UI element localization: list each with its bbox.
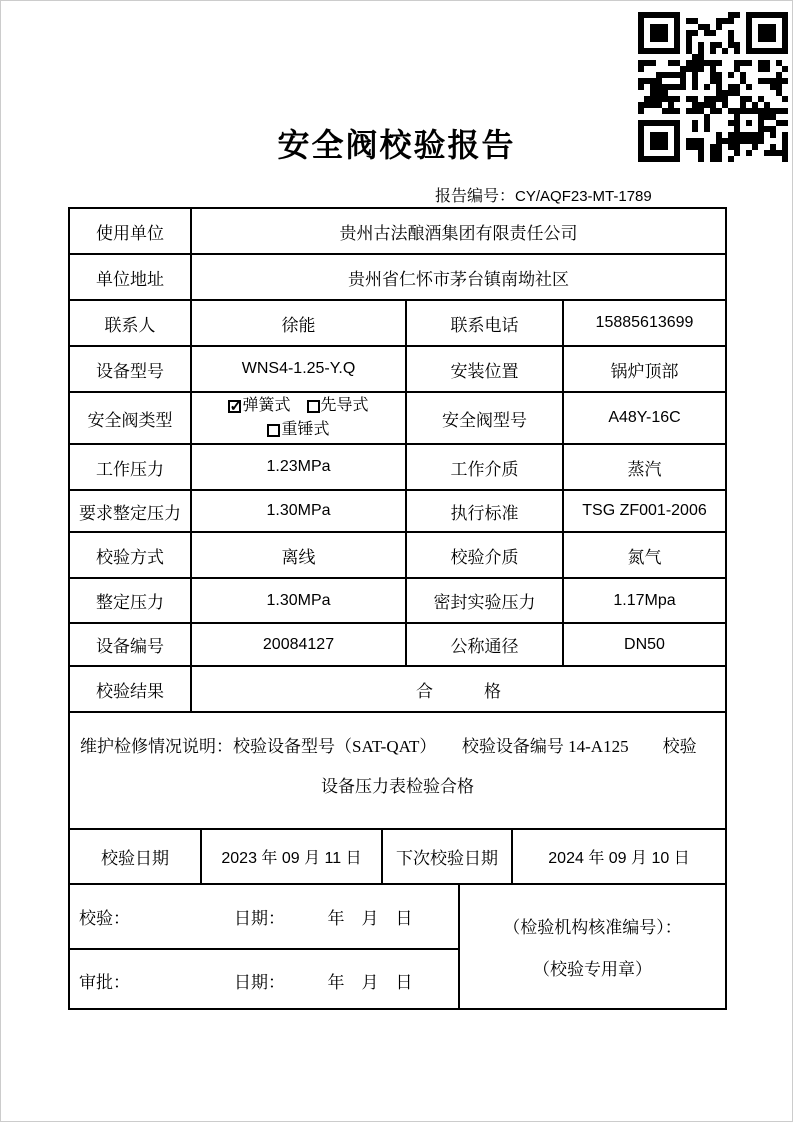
- table-row-set-pressure: [70, 577, 725, 622]
- maintenance-note: [70, 713, 725, 828]
- report-number-value: CY/AQF23-MT-1789: [515, 188, 652, 205]
- agency-approval-number: （检验机构核准编号）：: [503, 918, 682, 937]
- use-unit-value: 贵州古法酿酒集团有限责任公司: [190, 209, 725, 253]
- device-model-value: WNS4-1.25-Y.Q: [190, 347, 405, 391]
- set-pressure-label: 整定压力: [96, 593, 164, 612]
- calibration-method-value: 离线: [190, 533, 405, 577]
- valve-type-option-label: 弹簧式: [242, 397, 291, 414]
- required-set-pressure-label: 要求整定压力: [79, 503, 181, 523]
- use-unit-label: 使用单位: [96, 223, 164, 243]
- report-number: [435, 183, 652, 206]
- table-row-use-unit: [70, 209, 725, 253]
- valve-type-label: 安全阀类型: [87, 410, 173, 430]
- seal-test-pressure-label: 密封实验压力: [405, 579, 562, 622]
- calibration-date-value: 2023 年 09 月 11 日: [200, 830, 381, 883]
- calibration-method-label: 校验方式: [96, 547, 164, 567]
- valve-model-value: A48Y-16C: [562, 393, 725, 443]
- nominal-diameter-value: DN50: [562, 624, 725, 665]
- valve-type-options-line1: [228, 394, 368, 418]
- valve-type-option-label: 重锤式: [281, 421, 330, 438]
- checkbox-icon: [307, 400, 320, 413]
- valve-type-options: [190, 393, 405, 443]
- table-row-device-model: [70, 345, 725, 391]
- calibration-medium-value: 氮气: [562, 533, 725, 577]
- contact-phone-label: 联系电话: [405, 301, 562, 345]
- device-model-label: 设备型号: [96, 361, 164, 381]
- maintenance-note-line2: 设备压力表检验合格: [321, 777, 474, 796]
- contact-value: 徐能: [190, 301, 405, 345]
- required-set-pressure-value: 1.30MPa: [190, 491, 405, 531]
- table-row-calibration-date: [70, 828, 725, 883]
- contact-label: 联系人: [104, 315, 156, 335]
- unit-address-label: 单位地址: [96, 269, 164, 289]
- signature-calibration-row: [70, 885, 458, 948]
- report-number-label: 报告编号：: [435, 188, 516, 205]
- set-pressure-value: 1.30MPa: [190, 579, 405, 622]
- signature-approval-date: 日期： 年 月 日: [234, 972, 413, 992]
- agency-stamp-label: （校验专用章）: [533, 960, 652, 979]
- table-row-contact: [70, 299, 725, 345]
- device-no-label: 设备编号: [96, 637, 164, 656]
- checkbox-checked-icon: [228, 400, 241, 413]
- table-row-signatures: [70, 883, 725, 1008]
- calibration-date-label: 校验日期: [101, 849, 169, 868]
- table-row-unit-address: [70, 253, 725, 299]
- install-position-value: 锅炉顶部: [562, 347, 725, 391]
- device-no-value: 20084127: [190, 624, 405, 665]
- next-calibration-date-label: 下次校验日期: [381, 830, 511, 883]
- seal-test-pressure-value: 1.17Mpa: [562, 579, 725, 622]
- signature-approval-row: [70, 948, 458, 1008]
- page-title: 安全阀校验报告: [277, 127, 516, 163]
- table-row-working-pressure: [70, 443, 725, 489]
- table-row-valve-type: [70, 391, 725, 443]
- signature-calibration-date: 日期： 年 月 日: [234, 909, 413, 928]
- valve-model-label: 安全阀型号: [405, 393, 562, 443]
- standard-value: TSG ZF001-2006: [562, 491, 725, 531]
- signature-left-block: [70, 885, 458, 1008]
- working-medium-label: 工作介质: [405, 445, 562, 489]
- nominal-diameter-label: 公称通径: [405, 624, 562, 665]
- valve-type-option-label: 先导式: [320, 397, 369, 414]
- working-medium-value: 蒸汽: [562, 445, 725, 489]
- valve-type-options-line2: [267, 418, 329, 442]
- working-pressure-label: 工作压力: [96, 459, 164, 479]
- table-row-calibration-method: [70, 531, 725, 577]
- table-row-maintenance-note: [70, 711, 725, 828]
- result-label: 校验结果: [96, 681, 164, 701]
- contact-phone-value: 15885613699: [562, 301, 725, 345]
- report-table: [68, 207, 727, 1010]
- table-row-required-set-pressure: [70, 489, 725, 531]
- calibration-medium-label: 校验介质: [405, 533, 562, 577]
- maintenance-note-line1: 维护检修情况说明：校验设备型号（SAT-QAT） 校验设备编号 14-A125 校验: [80, 737, 697, 756]
- standard-label: 执行标准: [405, 491, 562, 531]
- table-row-result: [70, 665, 725, 711]
- checkbox-icon: [267, 424, 280, 437]
- install-position-label: 安装位置: [405, 347, 562, 391]
- agency-stamp-cell: [458, 885, 725, 1008]
- working-pressure-value: 1.23MPa: [190, 445, 405, 489]
- result-value: 合 格: [190, 667, 725, 711]
- signature-calibration-label: 校验：: [79, 909, 130, 928]
- signature-approval-label: 审批：: [79, 972, 130, 992]
- unit-address-value: 贵州省仁怀市茅台镇南坳社区: [190, 255, 725, 299]
- table-row-device-no: [70, 622, 725, 665]
- next-calibration-date-value: 2024 年 09 月 10 日: [511, 830, 725, 883]
